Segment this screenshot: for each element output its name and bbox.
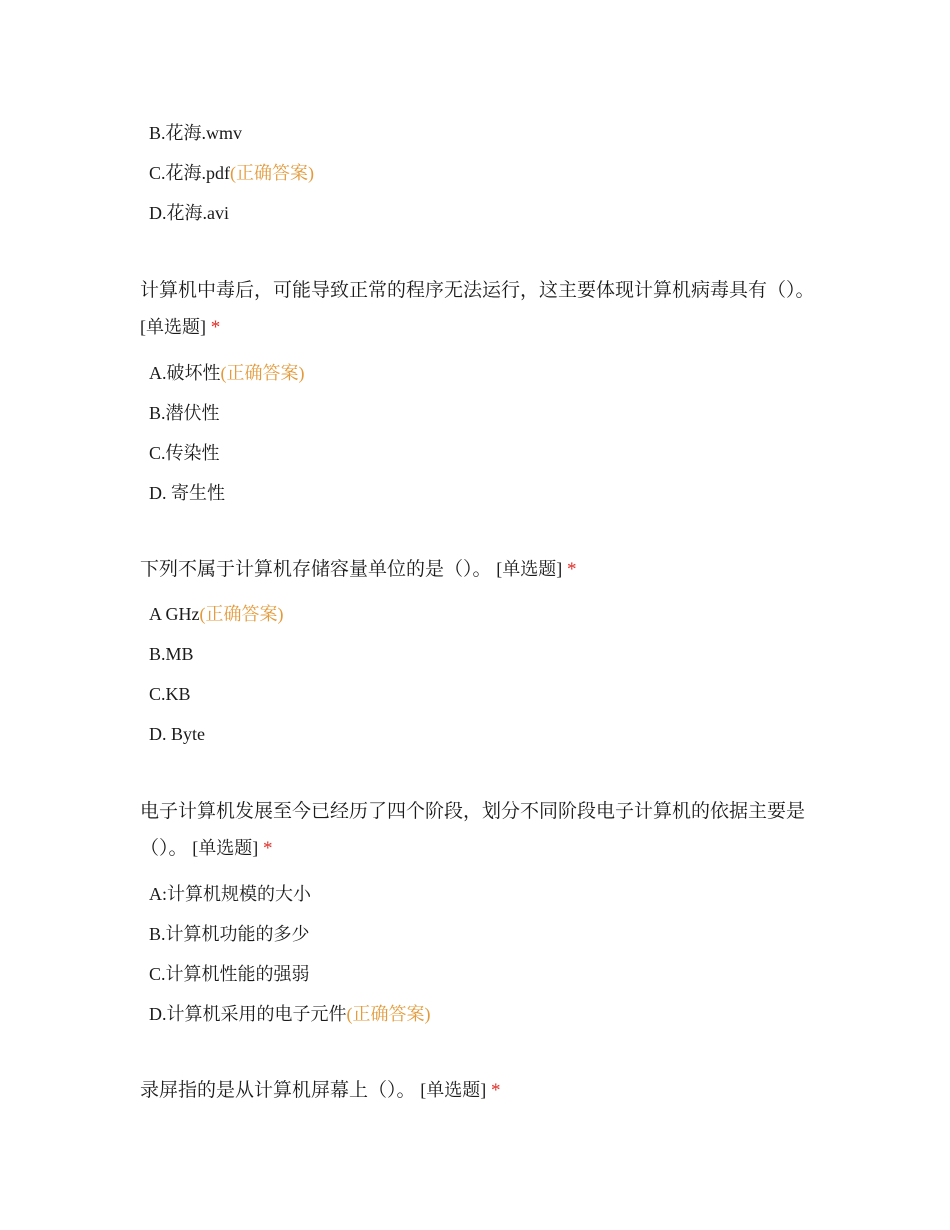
correct-answer-label: (正确答案) <box>346 1004 431 1024</box>
question-type: [单选题] <box>496 559 563 579</box>
option-q2-d[interactable]: D. Byte <box>149 724 205 744</box>
option-q0-b[interactable]: B.花海.wmv <box>149 123 243 143</box>
option-q1-b[interactable]: B.潜伏性 <box>149 403 220 423</box>
question-text: 计算机中毒后，可能导致正常的程序无法运行，这主要体现计算机病毒具有（）。 <box>140 280 815 301</box>
option-q1-c[interactable]: C.传染性 <box>149 443 220 463</box>
question-type: [单选题] <box>192 838 259 858</box>
option-q3-d[interactable]: D.计算机采用的电子元件(正确答案) <box>149 1004 431 1024</box>
question-1 <box>140 272 820 346</box>
required-mark: * <box>491 1080 501 1101</box>
correct-answer-label: (正确答案) <box>199 604 284 624</box>
required-mark: * <box>263 838 273 859</box>
option-q1-d[interactable]: D. 寄生性 <box>149 483 225 503</box>
question-4 <box>140 1072 820 1109</box>
question-3 <box>140 793 820 867</box>
correct-answer-label: (正确答案) <box>230 163 314 183</box>
option-q0-c[interactable]: C.花海.pdf(正确答案) <box>149 163 314 183</box>
required-mark: * <box>567 559 577 580</box>
option-q3-c[interactable]: C.计算机性能的强弱 <box>149 964 310 984</box>
correct-answer-label: (正确答案) <box>220 363 305 383</box>
option-q2-c[interactable]: C.KB <box>149 684 191 704</box>
option-q1-a[interactable]: A.破坏性(正确答案) <box>149 363 305 383</box>
option-q3-b[interactable]: B.计算机功能的多少 <box>149 924 310 944</box>
question-type: [单选题] <box>140 317 206 337</box>
option-q0-d[interactable]: D.花海.avi <box>149 203 229 223</box>
question-text: 录屏指的是从计算机屏幕上（）。 <box>140 1080 416 1101</box>
required-mark: * <box>210 317 221 338</box>
option-q2-b[interactable]: B.MB <box>149 644 194 664</box>
question-2 <box>140 551 820 588</box>
option-q2-a[interactable]: A GHz(正确答案) <box>149 604 284 624</box>
question-text: 电子计算机发展至今已经历了四个阶段，划分不同阶段电子计算机的依据主要是（）。 <box>140 801 806 859</box>
question-text: 下列不属于计算机存储容量单位的是（）。 <box>140 559 492 580</box>
question-type: [单选题] <box>420 1080 487 1100</box>
option-q3-a[interactable]: A:计算机规模的大小 <box>149 884 311 904</box>
